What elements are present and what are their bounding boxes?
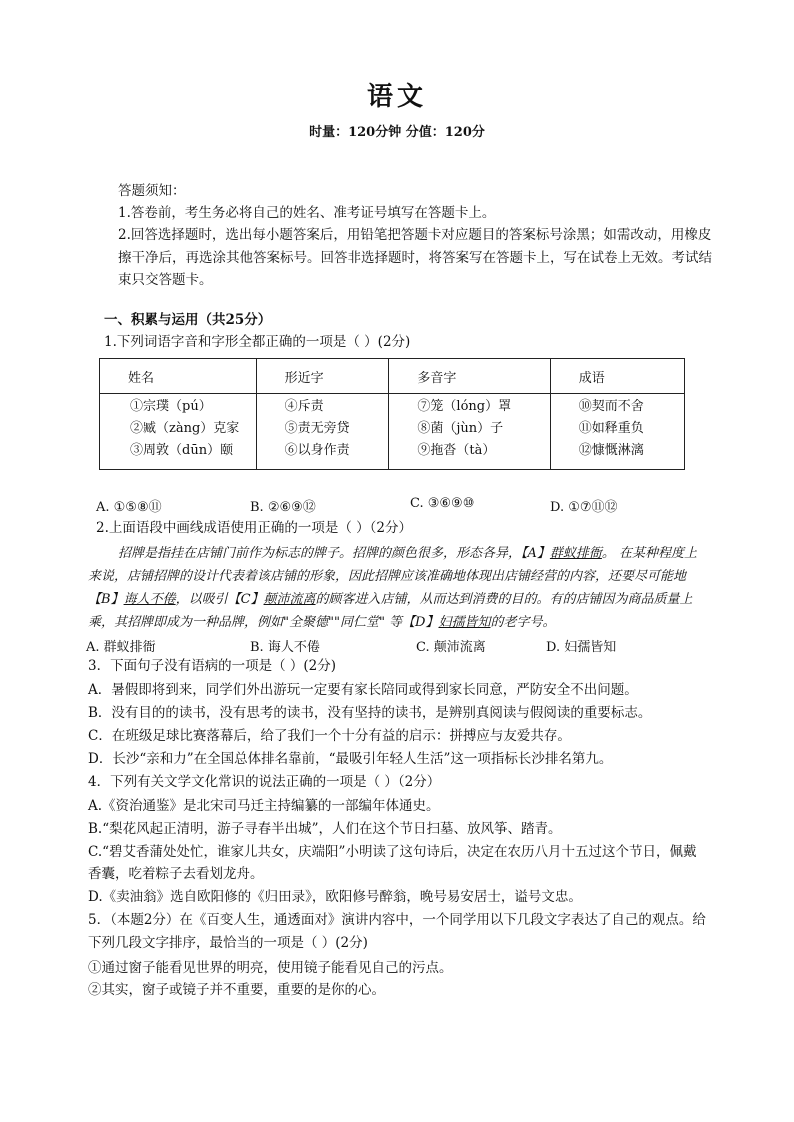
table-cell-item: ⑨拖沓（tà） bbox=[417, 443, 496, 458]
table-cell bbox=[389, 394, 550, 470]
table-cell-item: ⑩契而不舍 bbox=[578, 399, 644, 414]
table-cell-item: ⑫慷慨淋漓 bbox=[578, 443, 644, 458]
question-1-table bbox=[99, 358, 685, 470]
underlined-idiom: 诲人不倦 bbox=[123, 592, 176, 607]
notice-line: 擦干净后，再选涂其他答案标号。回答非选择题时，将答案写在答题卡上，写在试卷上无效。考试结 bbox=[118, 250, 712, 266]
notice-line: 1.答卷前，考生务必将自己的姓名、准考证号填写在答题卡上。 bbox=[118, 205, 496, 221]
passage-text: 乘，其招牌即成为一种品牌，例如"全聚德""同仁堂" 等【D】 bbox=[88, 615, 439, 630]
question-4-option: A.《资治通鉴》是北宋司马迁主持编纂的一部编年体通史。 bbox=[88, 798, 440, 814]
question-3-option: B．没有目的的读书，没有思考的读书，没有坚持的读书，是辨别真阅读与假阅读的重要标志。 bbox=[88, 705, 652, 721]
table-cell-item: ③周敦（dūn）颐 bbox=[130, 443, 234, 458]
passage-text: 的顾客进入店铺，从而达到消费的目的。有的店铺因为商品质量上 bbox=[315, 592, 693, 607]
table-cell-item: ⑥以身作责 bbox=[284, 443, 350, 458]
option-a: A. 群蚁排衙 bbox=[86, 640, 156, 655]
table-cell bbox=[100, 394, 257, 470]
question-4-option: D.《卖油翁》选自欧阳修的《归田录》，欧阳修号醉翁，晚号易安居士，谥号文忠。 bbox=[88, 889, 582, 905]
table-cell-item: ⑪如释重负 bbox=[578, 421, 644, 436]
underlined-idiom: 颠沛流离 bbox=[263, 592, 316, 607]
table-header: 多音字 bbox=[389, 359, 550, 394]
table-cell bbox=[256, 394, 389, 470]
table-cell-item: ⑧菌（jùn）子 bbox=[417, 421, 504, 436]
passage-text: 的老字号。 bbox=[490, 615, 556, 630]
passage-line bbox=[88, 567, 686, 587]
question-2-stem: 2.上面语段中画线成语使用正确的一项是（ ）（2分） bbox=[96, 520, 413, 536]
underlined-idiom: 群蚁排衙 bbox=[549, 546, 602, 561]
question-3-option: D．长沙“亲和力”在全国总体排名靠前，“最吸引年轻人生活”这一项指标长沙排名第九。 bbox=[88, 751, 613, 767]
table-cell-item: ①宗璞（pú） bbox=[130, 399, 212, 414]
table-cell-item: ②臧（zàng）克家 bbox=[130, 421, 240, 436]
page-title: 语文 bbox=[366, 82, 427, 112]
passage-text: 招牌是指挂在店铺门前作为标志的牌子。招牌的颜色很多，形态各异，【A】 bbox=[118, 546, 550, 561]
question-3-stem: 3．下面句子没有语病的一项是（ ）(2分) bbox=[88, 658, 337, 674]
option-c: C. 颠沛流离 bbox=[416, 640, 486, 655]
notice-heading: 答题须知： bbox=[118, 183, 186, 199]
table-cell-item: ④斥责 bbox=[284, 399, 324, 414]
section-heading: 一、积累与运用（共25分） bbox=[104, 312, 272, 328]
passage-text: ，以吸引【C】 bbox=[175, 592, 264, 607]
question-4-option: B.“梨花风起正清明，游子寻春半出城”，人们在这个节日扫墓、放风筝、踏青。 bbox=[88, 821, 562, 837]
question-3-option: C．在班级足球比赛落幕后，给了我们一个十分有益的启示：拼搏应与友爱共存。 bbox=[88, 728, 571, 744]
option-a: A. ①⑤⑧⑪ bbox=[96, 500, 162, 515]
notice-line: 束只交答题卡。 bbox=[118, 272, 213, 288]
notice-line: 2.回答选择题时，选出每小题答案后，用铅笔把答题卡对应题目的答案标号涂黑；如需改动，用橡皮 bbox=[118, 227, 712, 243]
table-cell bbox=[550, 394, 684, 470]
table-header: 形近字 bbox=[256, 359, 389, 394]
option-b: B. ②⑥⑨⑫ bbox=[250, 500, 316, 515]
option-c: C. ③⑥⑨⑩ bbox=[410, 496, 475, 511]
question-4-option: 香囊，吃着粽子去看划龙舟。 bbox=[88, 866, 264, 882]
option-d: D. ①⑦⑪⑫ bbox=[550, 500, 618, 515]
passage-text: 来说，店铺招牌的设计代表着该店铺的形象，因此招牌应该准确地体现出店铺经营的内容，还要尽可能地 bbox=[88, 569, 687, 584]
question-5-item: ①通过窗子能看见世界的明亮，使用镜子能看见自己的污点。 bbox=[88, 960, 453, 976]
question-5-stem: 下列几段文字排序，最恰当的一项是（ ）(2分) bbox=[88, 935, 368, 951]
question-3-option: A．暑假即将到来，同学们外出游玩一定要有家长陪同或得到家长同意，严防安全不出问题。 bbox=[88, 682, 638, 698]
question-4-option: C.“碧艾香蒲处处忙，谁家儿共女，庆端阳”小明读了这句诗后，决定在农历八月十五过这个节日，佩戴 bbox=[88, 844, 697, 860]
table-header: 姓名 bbox=[100, 359, 257, 394]
exam-meta: 时量：120分钟 分值：120分 bbox=[309, 125, 485, 140]
table-header: 成语 bbox=[550, 359, 684, 394]
passage-line bbox=[88, 590, 693, 610]
passage-line bbox=[88, 613, 556, 633]
option-b: B. 诲人不倦 bbox=[250, 640, 320, 655]
question-1-stem: 1.下列词语字音和字形全都正确的一项是（ ）(2分) bbox=[104, 334, 411, 350]
passage-text: 【B】 bbox=[88, 592, 124, 607]
question-5-item: ②其实，窗子或镜子并不重要，重要的是你的心。 bbox=[88, 982, 385, 998]
table-cell-item: ⑤责无旁贷 bbox=[284, 421, 350, 436]
passage-line bbox=[118, 544, 697, 564]
question-5-stem: 5．（本题2分）在《百变人生，通透面对》演讲内容中，一个同学用以下几段文字表达了自己的观点。给 bbox=[88, 912, 706, 928]
table-cell-item: ⑦笼（lóng）罩 bbox=[417, 399, 512, 414]
question-4-stem: 4．下列有关文学文化常识的说法正确的一项是（ ）（2分） bbox=[88, 774, 441, 790]
underlined-idiom: 妇孺皆知 bbox=[438, 615, 491, 630]
option-d: D. 妇孺皆知 bbox=[546, 640, 617, 655]
passage-text: 。 在某种程度上 bbox=[601, 546, 698, 561]
